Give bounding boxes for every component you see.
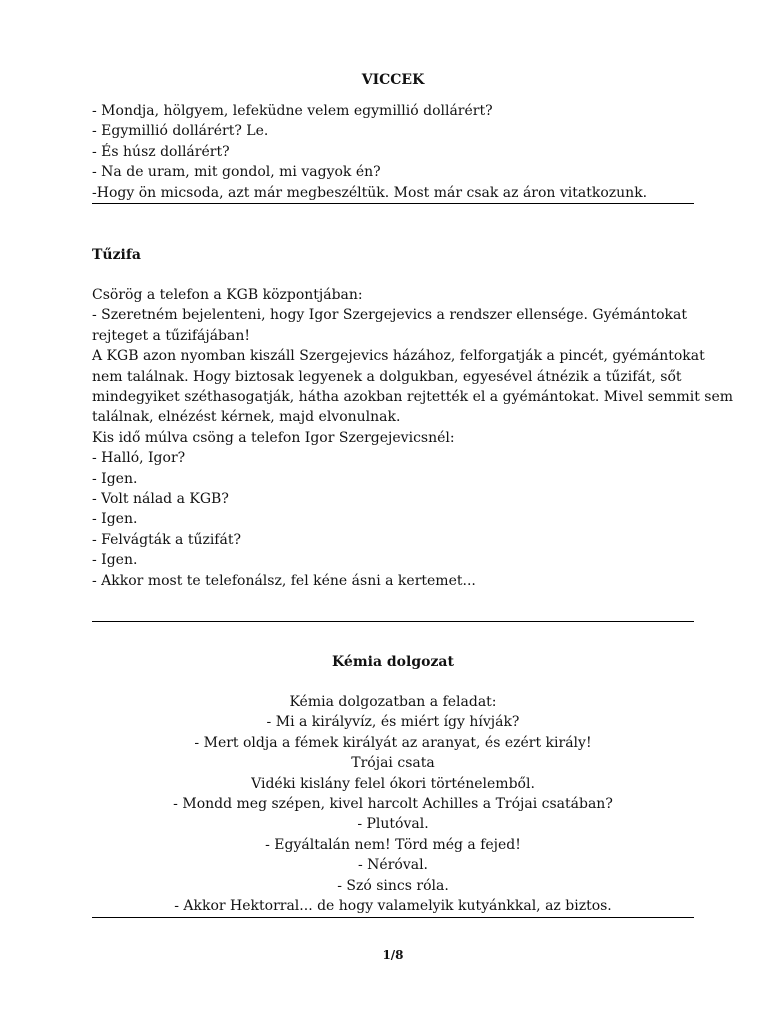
text-line: - Mondd meg szépen, kivel harcolt Achilles a Trójai csatában?: [173, 796, 613, 813]
text-line: Csörög a telefon a KGB központjában:: [92, 287, 363, 303]
text-line: - Igen.: [92, 552, 138, 569]
text-line: - Na de uram, mit gondol, mi vagyok én?: [92, 164, 381, 181]
text-line: - Szó sincs róla.: [337, 877, 449, 894]
text-line: nem találnak. Hogy biztosak legyenek a dolgukban, egyesével átnézik a tűzifát, sőt: [92, 368, 682, 385]
text-line: Vidéki kislány felel ókori történelemből.: [251, 775, 535, 792]
section-divider: [92, 203, 694, 204]
section-heading-tuzifa: Tűzifa: [92, 247, 141, 263]
section-title-viccek: VICCEK: [361, 72, 425, 88]
text-line: A KGB azon nyomban kiszáll Szergejevics házához, felforgatják a pincét, gyémántokat: [92, 348, 705, 365]
section-divider: [92, 621, 694, 622]
text-line: találnak, elnézést kérnek, majd elvonulnak.: [92, 409, 401, 426]
page-number: 1/8: [382, 948, 404, 962]
text-line: rejteget a tűzifájában!: [92, 327, 251, 344]
text-line: - Felvágták a tűzifát?: [92, 531, 241, 548]
text-line: - Igen.: [92, 511, 138, 528]
text-line: - Mondja, hölgyem, lefeküdne velem egymillió dollárért?: [92, 103, 493, 119]
joke-3-text: [92, 692, 694, 916]
text-line: - Mert oldja a fémek királyát az aranyat, és ezért király!: [194, 734, 592, 751]
text-line: - Szeretném bejelenteni, hogy Igor Szergejevics a rendszer ellensége. Gyémántokat: [92, 307, 687, 324]
text-line: - Plutóval.: [357, 816, 429, 833]
text-line: - Volt nálad a KGB?: [92, 491, 229, 508]
text-line: - Egymillió dollárért? Le.: [92, 123, 269, 140]
text-line: - Mi a királyvíz, és miért így hívják?: [266, 714, 520, 731]
joke-2-text: [92, 285, 734, 591]
text-line: mindegyiket széthasogatják, hátha azokban rejtették el a gyémántokat. Mivel semmit sem: [92, 389, 734, 406]
text-line: Kémia dolgozatban a feladat:: [289, 694, 497, 710]
text-line: - Halló, Igor?: [92, 450, 186, 467]
text-line: - Akkor most te telefonálsz, fel kéne ásni a kertemet...: [92, 572, 476, 589]
joke-1-text: [92, 101, 694, 203]
text-line: - Egyáltalán nem! Törd még a fejed!: [265, 836, 521, 853]
text-line: -Hogy ön micsoda, azt már megbeszéltük. Most már csak az áron vitatkozunk.: [92, 184, 648, 201]
text-line: - Akkor Hektorral... de hogy valamelyik kutyánkkal, az biztos.: [174, 898, 612, 915]
text-line: - Néróval.: [357, 857, 429, 874]
document-page: [92, 0, 734, 1024]
text-line: - És húsz dollárért?: [92, 143, 230, 160]
text-line: Kis idő múlva csöng a telefon Igor Szergejevicsnél:: [92, 429, 455, 446]
section-title-kemia-dolgozat: Kémia dolgozat: [332, 654, 454, 670]
text-line: - Igen.: [92, 470, 138, 487]
text-line: Trójai csata: [351, 755, 435, 772]
section-divider: [92, 917, 694, 918]
